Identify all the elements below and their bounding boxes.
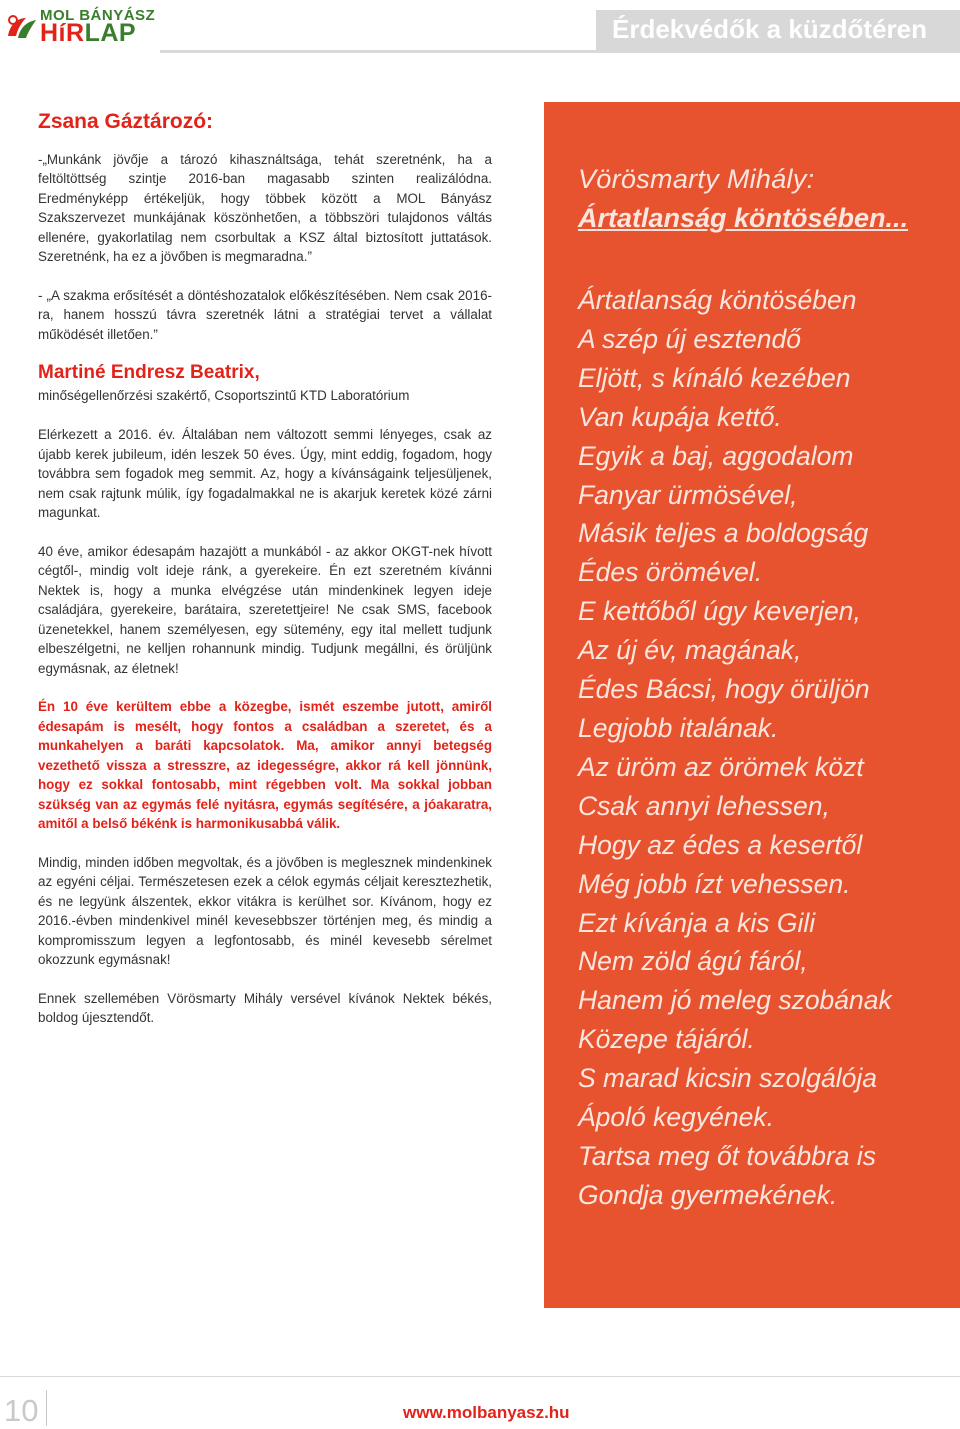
section1-heading: Zsana Gáztározó: [38, 110, 214, 133]
poem-line: Csak annyi lehessen, [578, 790, 830, 821]
section2-subtitle: minőségellenőrzési szakértő, Csoportszintű KTD Laboratórium [38, 387, 410, 403]
paragraph-2: - „A szakma erősítését a döntéshozatalok előkészítésében. Nem csak 2016-ra, hanem hosszú távra szeretnék látni a stratégiai tervet a vállalat működését illetően.” [38, 287, 492, 342]
website-link[interactable]: www.molbanyasz.hu [403, 1403, 570, 1422]
page-number: 10 [4, 1393, 39, 1428]
poem-line: Eljött, s kínáló kezében [578, 362, 851, 393]
poem-line: Édes örömével. [578, 557, 763, 588]
logo-top-text: MOL BÁNYÁSZ [40, 7, 156, 24]
logo-rlap: LAP [84, 19, 137, 47]
poem-line: E kettőből úgy keverjen, [578, 596, 861, 627]
poem-line: Tartsa meg őt továbbra is [578, 1140, 877, 1171]
logo-mark-icon [4, 10, 40, 44]
poem-line: Hanem jó meleg szobának [578, 985, 892, 1016]
poem-line: Van kupája kettő. [578, 401, 782, 432]
logo [4, 4, 154, 48]
header-divider [160, 50, 960, 53]
page-number-separator [46, 1390, 47, 1426]
article-column [38, 112, 492, 1047]
poem-line: Édes Bácsi, hogy örüljön [578, 674, 870, 705]
paragraph-7: Ennek szellemében Vörösmarty Mihály versével kívánok Nektek békés, boldog újesztendőt. [38, 990, 492, 1025]
poem-line: S marad kicsin szolgálója [578, 1063, 877, 1094]
poem-line: Fanyar ürmösével, [578, 479, 798, 510]
poem-line: Ezt kívánja a kis Gili [578, 907, 816, 938]
poem-line: Ápoló kegyének. [578, 1102, 774, 1133]
poem-line: Legjobb italának. [578, 712, 779, 743]
logo-bottom-text [40, 19, 136, 48]
paragraph-5-highlight: Én 10 éve kerültem ebbe a közegbe, ismét eszembe jutott, amiről édesapám is mesélt, hogy fontos a családban a szeretet, és a munkahelyen a baráti kapcsolatok. Ma, amikor annyi betegség vezethető vissza a stresszre, az idegességre, akkor rá kell jönnünk, hogy ez sokkal fontosabb, mint régebben volt. Ma sokkal jobban szükség van az egymás felé nyitásra, egymás segítésére, a jóakaratra, amitől a belső békénk is harmonikusabbá válik. [38, 699, 492, 831]
paragraph-4: 40 éve, amikor édesapám hazajött a munkából - az akkor OKGT-nek hívott cégtől-, mindig volt ideje ránk, a gyerekeire. Én ezt szeretném kívánni Nektek is, hogy a munka elvégzése után mindenkinek legyen ideje családjára, gyerekeire, barátaira, szeretettjeire! Ne csak SMS, facebook üzenetekkel, hanem személyesen, egy sütemény, egy ital mellett tudjunk elbeszélgetni, ne kelljen rohannunk mindig. Tudjunk megállni, és örüljünk egymásnak, az életnek! [38, 543, 492, 676]
poem-title: Ártatlanság köntösében... [578, 203, 909, 233]
poem-author: Vörösmarty Mihály: [578, 164, 815, 194]
poem-line: Hogy az édes a kesertől [578, 829, 863, 860]
poem-line: Az új év, magának, [578, 635, 802, 666]
paragraph-3: Elérkezett a 2016. év. Általában nem változott semmi lényeges, csak az újabb kerek jubileum, idén leszek 50 éves. Úgy, mint eddig, fogadom, hogy továbbra sem fogadok meg semmit. Az, hogy a kívánságaink teljesüljenek, nem csak rajtunk múlik, így fogadalmakkal ne is akarjuk keretek közé zárni magunkat. [38, 427, 492, 520]
poem-line: Az üröm az örömek közt [578, 751, 864, 782]
poem-line: Ártatlanság köntösében [578, 285, 857, 315]
poem-lines [578, 281, 948, 1215]
poem-line: Egyik a baj, aggodalom [578, 440, 854, 471]
poem-line: Közepe tájáról. [578, 1024, 755, 1055]
paragraph-6: Mindig, minden időben megvoltak, és a jövőben is meglesznek mindenkinek az egyéni céljai. Természetesen ezek a célok egymás céljait keresztezhetik, és ne legyünk álszentek, ekkor vitákra is kerülhet sor. Kívánom, hogy ez 2016.-évben mindenkivel minél kevesebbszer történjen meg, és mindig a kompromisszum legyen a legfontosabb, és minél kevesebb sérelmet okozzunk egymásnak! [38, 854, 492, 967]
poem-line: Még jobb ízt vehessen. [578, 868, 851, 899]
paragraph-1: -„Munkánk jövője a tározó kihasználtsága, tehát szeretnénk, ha a feltöltöttség szintje 2016-ban magasabb szinten realizálódna. Eredményképp értékeljük, hogy többek között a MOL Bányász Szakszervezet munkájának köszönhetően, a többszöri tulajdonos váltás ellenére, gyakorlatilag nem csorbultak a KSZ által biztosított juttatások. Szeretnénk, ha ez a jövőben is megmaradna.” [38, 151, 492, 264]
footer-divider [0, 1376, 960, 1377]
section-title: Érdekvédők a küzdőtéren [612, 14, 927, 44]
logo-hi: HíR [40, 19, 85, 47]
poem-line: Nem zöld ágú fáról, [578, 946, 808, 977]
poem-line: A szép új esztendő [578, 323, 801, 354]
section2-heading: Martiné Endresz Beatrix, [38, 362, 260, 383]
poem-line: Gondja gyermekének. [578, 1179, 838, 1210]
poem-line: Másik teljes a boldogság [578, 518, 869, 549]
